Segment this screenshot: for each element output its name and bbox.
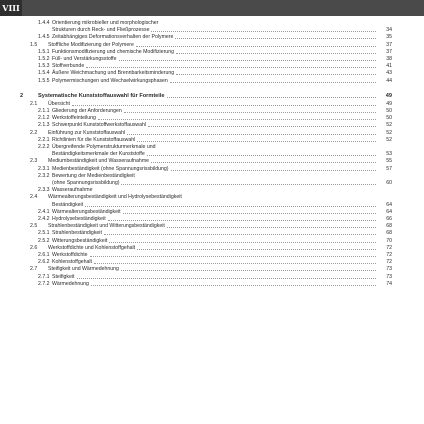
toc-title: Bewertung der Medienbeständigkeit <box>52 172 135 179</box>
toc-number: 1.4.5 <box>38 34 50 41</box>
toc-title: Wärmedehnung <box>52 280 89 287</box>
toc-leader-dots <box>147 154 376 156</box>
toc-entry[interactable] <box>0 130 424 136</box>
toc-entry[interactable] <box>0 281 424 287</box>
toc-title: Funktionsmodifizierung und chemische Modifizierung <box>52 48 174 55</box>
toc-leader-dots <box>176 73 376 75</box>
toc-entry[interactable] <box>0 101 424 107</box>
toc-entry[interactable] <box>0 166 424 172</box>
toc-leader-dots <box>148 125 376 127</box>
toc-title: Schwerpunkt Kunststoffwerkstoffauswahl <box>52 122 147 129</box>
toc-leader-dots <box>121 269 376 271</box>
toc-title: Steifigkeit und Wärmedehnung <box>48 266 119 273</box>
toc-number: 2.4.2 <box>38 216 50 222</box>
toc-page-number: 70 <box>386 237 392 244</box>
toc-chapter[interactable] <box>0 93 424 100</box>
toc-number: 1.4.4 <box>38 20 50 26</box>
toc-number: 2.7 <box>30 266 38 273</box>
toc-number: 2.4.1 <box>38 208 50 215</box>
toc-leader-dots <box>151 161 376 163</box>
toc-title: Werkstoffeinteilung <box>52 115 96 122</box>
toc-page-number: 68 <box>386 230 392 237</box>
toc-page-number: 44 <box>386 77 392 84</box>
toc-page-number: 52 <box>386 129 392 136</box>
toc-number: 2.2.2 <box>38 144 50 150</box>
toc-leader-dots <box>127 133 376 135</box>
toc-title: Wärmealterungsbeständigkeit und Hydrolysebeständigkeit <box>48 194 182 201</box>
toc-leader-dots <box>85 205 376 207</box>
toc-number: 2.1.1 <box>38 108 50 114</box>
toc-leader-dots <box>136 45 376 47</box>
toc-entry[interactable] <box>0 266 424 272</box>
toc-leader-dots <box>137 140 376 142</box>
toc-entry[interactable] <box>0 108 424 114</box>
toc-title: Werkstoffdichte <box>52 252 88 258</box>
toc-number: 1.5.1 <box>38 48 50 55</box>
toc-number: 1.5.2 <box>38 56 50 62</box>
toc-number: 1.5.4 <box>38 70 50 77</box>
toc-page-number: 35 <box>386 34 392 41</box>
toc-number: 2.7.1 <box>38 273 50 280</box>
toc-page-number: 57 <box>386 165 392 172</box>
toc-title: Werkstoffdichte und Kohlenstoffgehalt <box>48 244 136 251</box>
toc-entry[interactable] <box>0 42 424 48</box>
toc-leader-dots <box>119 59 376 61</box>
table-of-contents <box>0 16 424 424</box>
toc-leader-dots <box>104 233 376 235</box>
toc-number: 2.3.3 <box>38 187 50 194</box>
top-bar <box>0 0 424 16</box>
toc-leader-dots <box>86 66 376 68</box>
toc-entry[interactable] <box>0 78 424 84</box>
toc-leader-dots <box>77 277 376 279</box>
toc-entry[interactable] <box>0 230 424 236</box>
toc-entry[interactable] <box>0 27 424 33</box>
toc-page-number: 72 <box>386 244 392 251</box>
toc-number: 2.1.2 <box>38 115 50 122</box>
toc-page-number: 52 <box>386 136 392 143</box>
toc-title: Äußere Weichmachung und Brennbarkeitsminderung <box>52 70 175 77</box>
toc-number: 2.6.2 <box>38 259 50 266</box>
toc-entry[interactable] <box>0 158 424 164</box>
toc-entry[interactable] <box>0 144 424 150</box>
toc-page-number: 49 <box>385 92 392 99</box>
toc-title: Strahlenbeständigkeit <box>52 230 102 237</box>
toc-entry[interactable] <box>0 259 424 265</box>
toc-entry[interactable] <box>0 70 424 76</box>
toc-leader-dots <box>151 30 376 32</box>
toc-page-number: 37 <box>386 48 392 55</box>
toc-page-number: 53 <box>386 151 392 158</box>
toc-leader-dots <box>121 183 376 185</box>
toc-entry[interactable] <box>0 274 424 280</box>
toc-number: 2.2 <box>30 129 38 136</box>
toc-title: Beständigkeitsmerkmale der Kunststoffe <box>52 151 145 158</box>
toc-entry[interactable] <box>0 180 424 186</box>
toc-page-number: 50 <box>386 108 392 114</box>
toc-title: Stoffliche Modifizierung der Polymere <box>48 41 134 48</box>
toc-entry[interactable] <box>0 216 424 222</box>
toc-title: Füll- und Verstärkungsstoffe <box>52 56 117 62</box>
toc-page-number: 50 <box>386 115 392 122</box>
toc-title: Systematische Kunststoffauswahl für Formteile <box>38 92 165 99</box>
toc-leader-dots <box>171 169 376 171</box>
toc-number: 2.3 <box>30 158 38 165</box>
toc-leader-dots <box>175 37 376 39</box>
toc-page-number: 64 <box>386 201 392 208</box>
toc-title: Stoffverbunde <box>52 63 85 70</box>
toc-entry[interactable] <box>0 115 424 121</box>
toc-leader-dots <box>90 255 376 257</box>
toc-page-number: 74 <box>386 280 392 287</box>
toc-leader-dots <box>167 226 376 228</box>
toc-number: 1.5 <box>30 41 38 48</box>
toc-title: Einführung zur Kunststoffauswahl <box>48 129 126 136</box>
toc-title: Strukturen durch Reck- und Fließprozesse <box>52 27 150 34</box>
toc-number: 2.4 <box>30 194 38 201</box>
toc-entry[interactable] <box>0 56 424 62</box>
toc-leader-dots <box>108 219 376 221</box>
toc-number: 2.1 <box>30 100 38 107</box>
toc-entry[interactable] <box>0 202 424 208</box>
toc-title: Medienbeständigkeit (ohne Spannungsrissbildung) <box>52 165 169 172</box>
toc-title: Beständigkeit <box>52 201 84 208</box>
toc-page-number: 64 <box>386 208 392 215</box>
toc-entry[interactable] <box>0 252 424 258</box>
toc-leader-dots <box>98 118 376 120</box>
toc-title: Kohlenstoffgehalt <box>52 259 92 266</box>
toc-entry[interactable] <box>0 173 424 179</box>
toc-title: Wasseraufnahme <box>52 187 93 194</box>
toc-page-number: 55 <box>386 158 392 165</box>
toc-title: (ohne Spannungsrissbildung) <box>52 180 120 186</box>
toc-page-number: 73 <box>386 266 392 273</box>
toc-leader-dots <box>94 262 376 264</box>
toc-page-number: 72 <box>386 252 392 258</box>
toc-number: 1.5.3 <box>38 63 50 70</box>
toc-entry[interactable] <box>0 209 424 215</box>
toc-leader-dots <box>170 81 376 83</box>
toc-leader-dots <box>109 241 376 243</box>
toc-number: 2.7.2 <box>38 280 50 287</box>
toc-entry[interactable] <box>0 245 424 251</box>
toc-title: Polymermischungen und Wechselwirkungsphasen <box>52 77 168 84</box>
toc-leader-dots <box>124 111 376 113</box>
toc-leader-dots <box>72 104 376 106</box>
toc-title: Steifigkeit <box>52 273 75 280</box>
toc-leader-dots <box>91 284 376 286</box>
toc-page-number: 72 <box>386 259 392 266</box>
toc-entry[interactable] <box>0 20 424 26</box>
toc-title: Wärmealterungsbeständigkeit <box>52 208 121 215</box>
toc-leader-dots <box>176 52 376 54</box>
toc-number: 2.5.2 <box>38 237 50 244</box>
toc-entry[interactable] <box>0 34 424 40</box>
toc-page-number: 37 <box>386 41 392 48</box>
toc-entry[interactable] <box>0 122 424 128</box>
toc-number: 2.3.1 <box>38 165 50 172</box>
toc-title: Strahlenbeständigkeit und Witterungsbeständigkeit <box>48 223 165 230</box>
toc-entry[interactable] <box>0 151 424 157</box>
toc-page-number: 52 <box>386 122 392 129</box>
toc-page-number: 38 <box>386 56 392 62</box>
toc-number: 2.6.1 <box>38 252 50 258</box>
toc-entry[interactable] <box>0 238 424 244</box>
toc-page-number: 43 <box>386 70 392 77</box>
toc-leader-dots <box>123 212 376 214</box>
toc-entry[interactable] <box>0 137 424 143</box>
toc-number: 2.5 <box>30 223 38 230</box>
toc-title: Gliederung der Anforderungen <box>52 108 122 114</box>
toc-page-number: 73 <box>386 273 392 280</box>
toc-title: Witterungsbeständigkeit <box>52 237 108 244</box>
toc-title: Richtlinien für die Kunststoffauswahl <box>52 136 136 143</box>
toc-page-number: 41 <box>386 63 392 70</box>
toc-entry[interactable] <box>0 187 424 193</box>
toc-number: 2 <box>20 92 24 99</box>
toc-entry[interactable] <box>0 223 424 229</box>
toc-entry[interactable] <box>0 194 424 200</box>
toc-number: 2.6 <box>30 244 38 251</box>
toc-title: Übergreifende Polymerstrukturmerkmale und <box>52 144 156 150</box>
toc-title: Orientierung mikrobieller und morphologischer <box>52 20 159 26</box>
toc-title: Übersicht <box>48 100 70 107</box>
toc-number: 2.1.3 <box>38 122 50 129</box>
toc-page-number: 60 <box>386 180 392 186</box>
toc-page-number: 49 <box>386 100 392 107</box>
toc-title: Hydrolysebeständigkeit <box>52 216 106 222</box>
toc-number: 2.2.1 <box>38 136 50 143</box>
toc-page-number: 34 <box>386 27 392 34</box>
toc-page-number: 68 <box>386 223 392 230</box>
toc-number: 2.5.1 <box>38 230 50 237</box>
toc-entry[interactable] <box>0 49 424 55</box>
page-number-tab: VIII <box>0 0 22 16</box>
toc-title: Zeitabhängiges Deformationsverhalten der Polymere <box>52 34 174 41</box>
toc-entry[interactable] <box>0 63 424 69</box>
toc-number: 1.5.5 <box>38 77 50 84</box>
toc-leader-dots <box>167 96 376 98</box>
toc-title: Mediumbeständigkeit und Wasseraufnahme <box>48 158 150 165</box>
toc-page-number: 66 <box>386 216 392 222</box>
toc-number: 2.3.2 <box>38 172 50 179</box>
toc-leader-dots <box>137 248 376 250</box>
